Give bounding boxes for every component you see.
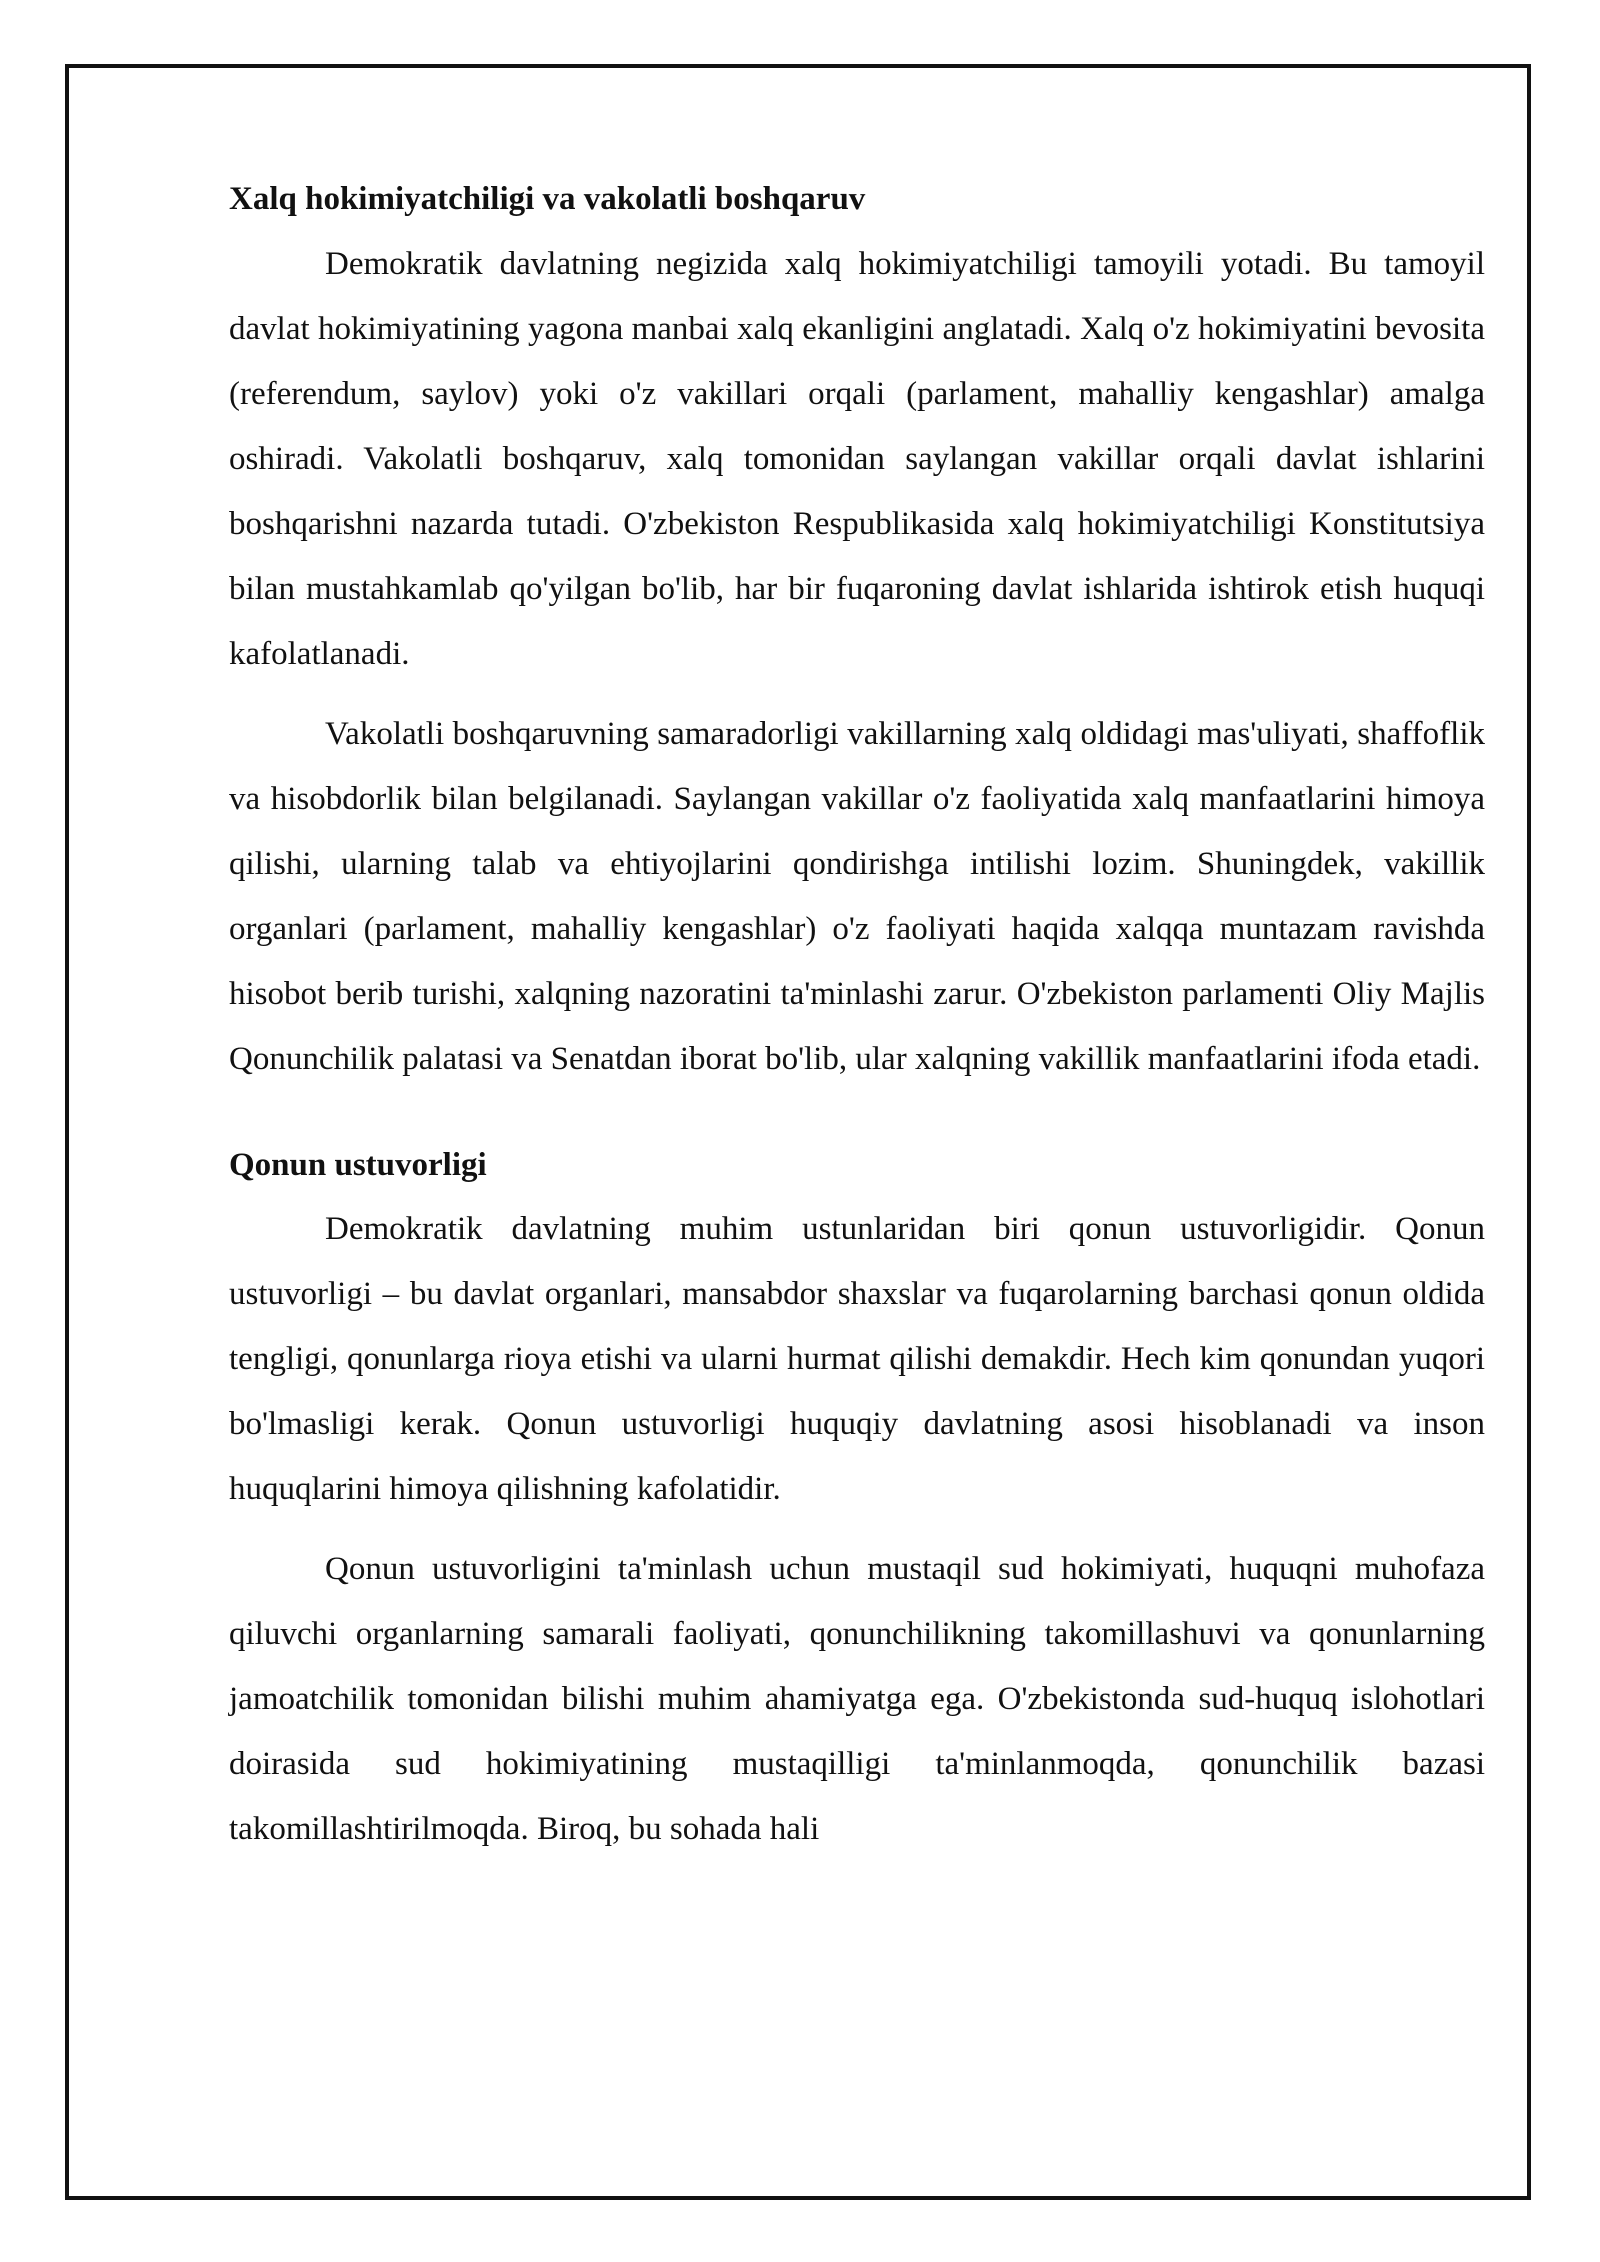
paragraph: Demokratik davlatning muhim ustunlaridan biri qonun ustuvorligidir. Qonun ustuvorligi – bu davlat organlari, mansabdor shaxslar va fuqarolarning barchasi qonun oldida tengligi, qonunlarga rioya etishi va ularni hurmat qilishi demakdir. Hech kim qonundan yuqori bo'lmasligi kerak. Qonun ustuvorligi huquqiy davlatning asosi hisoblanadi va inson huquqlarini himoya qilishning kafolatidir. [229,1211,1485,1508]
paragraph: Demokratik davlatning negizida xalq hokimiyatchiligi tamoyili yotadi. Bu tamoyil davlat hokimiyatining yagona manbai xalq ekanligini anglatadi. Xalq o'z hokimiyatini bevosita (referendum, saylov) yoki o'z vakillari orqali (parlament, mahalliy kengashlar) amalga oshiradi. Vakolatli boshqaruv, xalq tomonidan saylangan vakillar orqali davlat ishlarini boshqarishni nazarda tutadi. O'zbekiston Respublikasida xalq hokimiyatchiligi Konstitutsiya bilan mustahkamlab qo'yilgan bo'lib, har bir fuqaroning davlat ishlarida ishtirok etish huquqi kafolatlanadi. [229,245,1485,672]
section-heading-people-power: Xalq hokimiyatchiligi va vakolatli boshqaruv [229,181,866,217]
section-heading-rule-of-law: Qonun ustuvorligi [229,1146,487,1183]
paragraph: Qonun ustuvorligini ta'minlash uchun mustaqil sud hokimiyati, huquqni muhofaza qiluvchi organlarning samarali faoliyati, qonunchilikning takomillashuvi va qonunlarning jamoatchilik tomonidan bilishi muhim ahamiyatga ega. O'zbekistonda sud-huquq islohotlari doirasida sud hokimiyatining mustaqilligi ta'minlanmoqda, qonunchilik bazasi takomillashtirilmoqda. Biroq, bu sohada hali [229,1551,1485,1848]
document-body [229,168,1485,1877]
paragraph: Vakolatli boshqaruvning samaradorligi vakillarning xalq oldidagi mas'uliyati, shaffoflik va hisobdorlik bilan belgilanadi. Saylangan vakillar o'z faoliyatida xalq manfaatlarini himoya qilishi, ularning talab va ehtiyojlarini qondirishga intilishi lozim. Shuningdek, vakillik organlari (parlament, mahalliy kengashlar) o'z faoliyati haqida xalqqa muntazam ravishda hisobot berib turishi, xalqning nazoratini ta'minlashi zarur. O'zbekiston parlamenti Oliy Majlis Qonunchilik palatasi va Senatdan iborat bo'lib, ular xalqning vakillik manfaatlarini ifoda etadi. [229,715,1485,1077]
